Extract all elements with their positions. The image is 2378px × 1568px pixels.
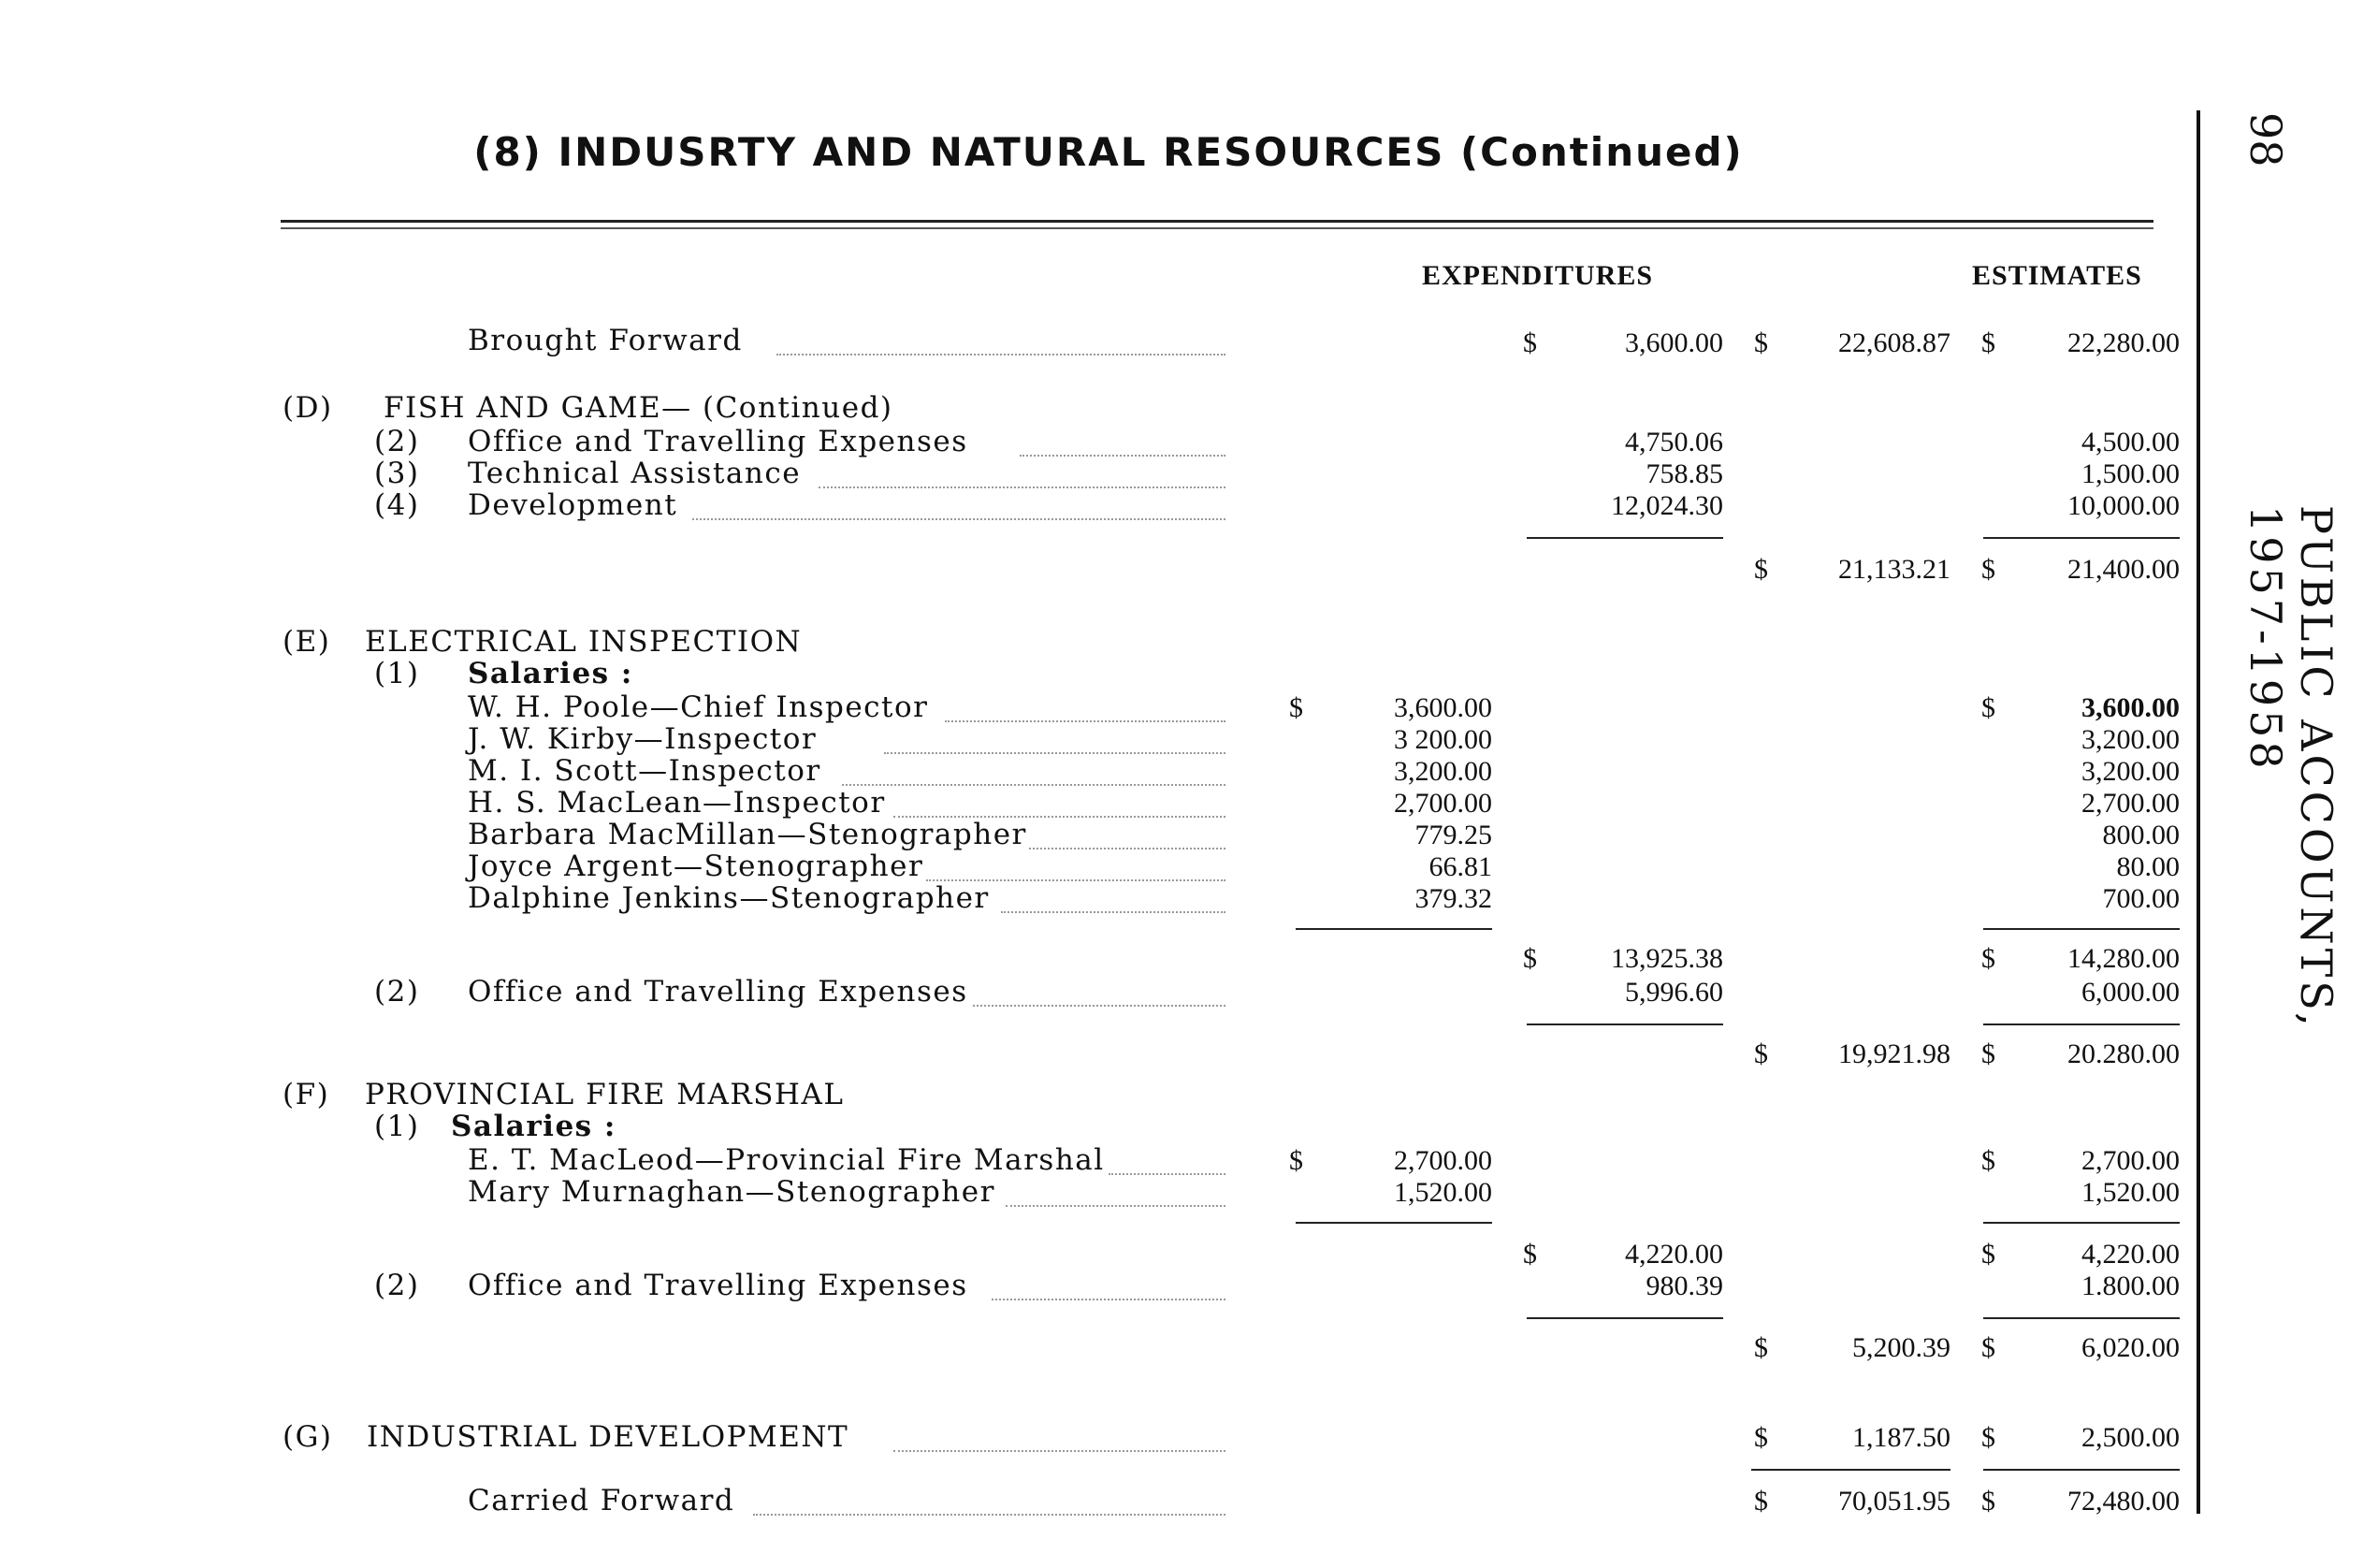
leader-dots: [992, 1299, 1225, 1300]
leader-dots: [884, 752, 1225, 754]
subtotal-rule: [1983, 1317, 2180, 1319]
carried-forward-total: 70,051.95: [1838, 1486, 1950, 1517]
salary-expenditure: 779.25: [1414, 820, 1492, 850]
subtotal-rule: [1983, 537, 2180, 539]
dollar-sign: $: [1981, 1486, 1995, 1517]
dollar-sign: $: [1289, 1145, 1303, 1176]
salaries-estimate-subtotal: 4,220.00: [2081, 1239, 2180, 1270]
item-estimate: 10,000.00: [2067, 490, 2180, 521]
section-total: 5,200.39: [1852, 1332, 1950, 1363]
dollar-sign: $: [1981, 1422, 1995, 1453]
leader-dots: [753, 1514, 1225, 1516]
expenditures-heading: EXPENDITURES: [1422, 260, 1654, 291]
section-total: 1,187.50: [1852, 1422, 1950, 1453]
salary-expenditure: 3 200.00: [1394, 724, 1492, 755]
section-title: INDUSTRIAL DEVELOPMENT: [367, 1420, 849, 1454]
item-number: (1): [374, 657, 420, 690]
salaries-heading: Salaries :: [451, 1110, 616, 1143]
leader-dots: [945, 720, 1225, 722]
item-label: Office and Travelling Expenses: [468, 975, 968, 1009]
item-number: (2): [374, 425, 420, 458]
dollar-sign: $: [1981, 327, 1995, 358]
item-expenditure: 758.85: [1646, 458, 1723, 489]
dollar-sign: $: [1754, 327, 1768, 358]
dollar-sign: $: [1754, 1422, 1768, 1453]
section-title: FISH AND GAME— (Continued): [384, 391, 893, 425]
item-estimate: 1.800.00: [2081, 1270, 2180, 1301]
subtotal-rule: [1527, 1317, 1723, 1319]
page-number: 98: [2240, 112, 2291, 167]
dollar-sign: $: [1754, 1486, 1768, 1517]
dollar-sign: $: [1754, 1332, 1768, 1363]
heading-divider: [281, 220, 2153, 229]
section-tag: (E): [283, 625, 331, 659]
item-estimate: 6,000.00: [2081, 977, 2180, 1008]
subtotal-rule: [1983, 1024, 2180, 1025]
total-rule: [1751, 1469, 1950, 1471]
section-estimate-total: 6,020.00: [2081, 1332, 2180, 1363]
salary-name: H. S. MacLean—Inspector: [468, 786, 886, 820]
leader-dots: [1109, 1173, 1225, 1175]
section-estimate-total: 20.280.00: [2067, 1038, 2180, 1069]
item-label: Office and Travelling Expenses: [468, 1269, 968, 1302]
carried-forward-label: Carried Forward: [468, 1484, 735, 1517]
salary-estimate: 700.00: [2102, 883, 2180, 914]
salary-expenditure: 379.32: [1414, 883, 1492, 914]
salary-name: Joyce Argent—Stenographer: [468, 849, 924, 883]
running-title: PUBLIC ACCOUNTS, 1957-1958: [2240, 505, 2342, 1030]
salary-expenditure: 2,700.00: [1394, 788, 1492, 819]
leader-dots: [1006, 1205, 1225, 1207]
carried-forward-estimate: 72,480.00: [2067, 1486, 2180, 1517]
salary-estimate: 1,520.00: [2081, 1177, 2180, 1208]
section-total: 19,921.98: [1838, 1038, 1950, 1069]
total-rule: [1983, 1469, 2180, 1471]
salary-name: Dalphine Jenkins—Stenographer: [468, 881, 990, 915]
salary-expenditure: 1,520.00: [1394, 1177, 1492, 1208]
brought-forward-expenditure: 3,600.00: [1625, 327, 1723, 358]
salary-name: M. I. Scott—Inspector: [468, 754, 821, 788]
section-tag: (G): [283, 1420, 333, 1454]
item-estimate: 4,500.00: [2081, 427, 2180, 457]
section-title: PROVINCIAL FIRE MARSHAL: [365, 1078, 845, 1111]
item-expenditure: 12,024.30: [1611, 490, 1723, 521]
subtotal-rule: [1527, 1024, 1723, 1025]
salary-name: Barbara MacMillan—Stenographer: [468, 818, 1027, 851]
salary-name: E. T. MacLeod—Provincial Fire Marshal: [468, 1143, 1105, 1177]
item-expenditure: 980.39: [1646, 1270, 1723, 1301]
salary-name: Mary Murnaghan—Stenographer: [468, 1175, 995, 1209]
dollar-sign: $: [1981, 1145, 1995, 1176]
salary-estimate: 3,200.00: [2081, 724, 2180, 755]
leader-dots: [1001, 911, 1225, 913]
dollar-sign: $: [1523, 327, 1537, 358]
dollar-sign: $: [1981, 1239, 1995, 1270]
subtotal-rule: [1527, 537, 1723, 539]
estimates-heading: ESTIMATES: [1972, 260, 2142, 291]
salary-expenditure: 2,700.00: [1394, 1145, 1492, 1176]
item-label: Development: [468, 488, 678, 522]
salary-estimate: 800.00: [2102, 820, 2180, 850]
salary-estimate: 2,700.00: [2081, 1145, 2180, 1176]
salaries-estimate-subtotal: 14,280.00: [2067, 943, 2180, 974]
dollar-sign: $: [1981, 1332, 1995, 1363]
dollar-sign: $: [1981, 943, 1995, 974]
item-label: Technical Assistance: [468, 457, 802, 490]
brought-forward-estimate: 22,280.00: [2067, 327, 2180, 358]
salaries-heading: Salaries :: [468, 657, 633, 690]
salary-expenditure: 66.81: [1428, 851, 1492, 882]
dollar-sign: $: [1289, 692, 1303, 723]
dollar-sign: $: [1523, 943, 1537, 974]
item-estimate: 1,500.00: [2081, 458, 2180, 489]
subtotal-rule: [1296, 1222, 1492, 1224]
section-tag: (D): [283, 391, 333, 425]
salaries-subtotal: 4,220.00: [1625, 1239, 1723, 1270]
section-estimate-total: 21,400.00: [2067, 554, 2180, 585]
dollar-sign: $: [1523, 1239, 1537, 1270]
salary-estimate: 80.00: [2116, 851, 2180, 882]
leader-dots: [842, 784, 1225, 786]
leader-dots: [1020, 455, 1225, 457]
item-expenditure: 4,750.06: [1625, 427, 1723, 457]
subtotal-rule: [1983, 928, 2180, 930]
dollar-sign: $: [1981, 554, 1995, 585]
salary-name: J. W. Kirby—Inspector: [468, 722, 818, 756]
leader-dots: [973, 1005, 1225, 1007]
item-number: (3): [374, 457, 420, 490]
margin-rule: [2197, 110, 2200, 1514]
leader-dots: [692, 518, 1225, 520]
item-number: (1): [374, 1110, 420, 1143]
item-label: Office and Travelling Expenses: [468, 425, 968, 458]
salary-estimate: 3,600.00: [2081, 692, 2180, 723]
dollar-sign: $: [1754, 1038, 1768, 1069]
salary-estimate: 2,700.00: [2081, 788, 2180, 819]
section-title: ELECTRICAL INSPECTION: [365, 625, 803, 659]
salary-name: W. H. Poole—Chief Inspector: [468, 690, 929, 724]
leader-dots: [776, 354, 1225, 356]
section-estimate-total: 2,500.00: [2081, 1422, 2180, 1453]
section-tag: (F): [283, 1078, 330, 1111]
leader-dots: [1029, 848, 1225, 849]
item-number: (4): [374, 488, 420, 522]
subtotal-rule: [1296, 928, 1492, 930]
salary-expenditure: 3,200.00: [1394, 756, 1492, 787]
dollar-sign: $: [1981, 692, 1995, 723]
dollar-sign: $: [1754, 554, 1768, 585]
dollar-sign: $: [1981, 1038, 1995, 1069]
section-total: 21,133.21: [1838, 554, 1950, 585]
brought-forward-total: 22,608.87: [1838, 327, 1950, 358]
salary-estimate: 3,200.00: [2081, 756, 2180, 787]
item-number: (2): [374, 1269, 420, 1302]
salaries-subtotal: 13,925.38: [1611, 943, 1723, 974]
brought-forward-label: Brought Forward: [468, 324, 743, 357]
item-expenditure: 5,996.60: [1625, 977, 1723, 1008]
leader-dots: [893, 1450, 1225, 1452]
leader-dots: [819, 486, 1225, 488]
page-heading: (8) INDUSRTY AND NATURAL RESOURCES (Continued): [473, 129, 1744, 175]
item-number: (2): [374, 975, 420, 1009]
subtotal-rule: [1983, 1222, 2180, 1224]
salary-expenditure: 3,600.00: [1394, 692, 1492, 723]
